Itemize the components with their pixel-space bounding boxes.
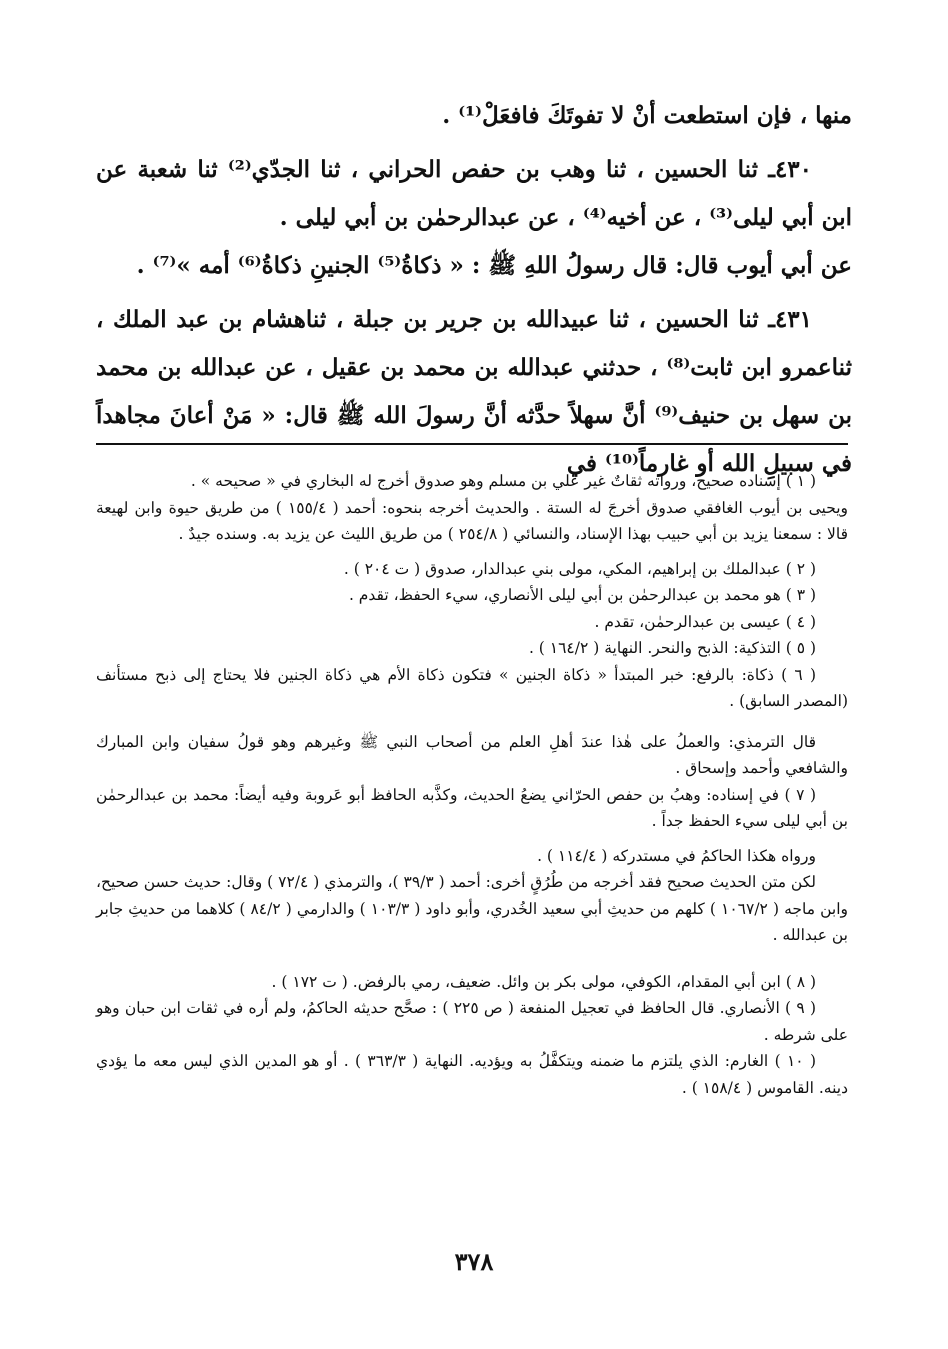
footnote-9: ( ٩ ) الأنصاري. قال الحافظ في تعجيل المنفعة ( ص ٢٢٥ ) : صحَّح حديثه الحاكمُ، ولم أره في ثقات ابن حبان وهو على شرطه . xyxy=(96,999,848,1044)
hadith-430-isnad: ٤٣٠ـ ثنا الحسين ، ثنا وهب بن حفص الحراني ، ثنا الجدّي⁽²⁾ ثنا شعبة عن ابن أبي ليلى⁽³⁾ ، عن أخيه⁽⁴⁾ ، عن عبدالرحمٰن بن أبي ليلى . xyxy=(96,156,852,231)
hadith-430-matn: عن أبي أيوب قال: قال رسولُ اللهِ ﷺ : « ذكاةُ⁽⁵⁾ الجنينِ ذكاةُ⁽⁶⁾ أمه »⁽⁷⁾ . xyxy=(136,252,852,279)
footnote-6: ( ٦ ) ذكاة: بالرفع: خبر المبتدأ « ذكاة الجنين » فتكون ذكاة الأم هي ذكاة الجنين فلا يحتاج إلى ذبح مستأنف (المصدر السابق) . xyxy=(96,665,848,710)
footnote-1: ( ١ ) إسناده صحيح، ورواته ثقاتٌ غير علي بن مسلم وهو صدوق أخرج له البخاري في « صحيحه » . xyxy=(190,472,816,490)
footnote-8: ( ٨ ) ابن أبي المقدام، الكوفي، مولى بكر بن وائل. ضعيف، رمي بالرفض. ( ت ١٧٢ ) . xyxy=(271,972,816,991)
footnote-5: ( ٥ ) التذكية: الذبح والنحر. النهاية ( ١٦٤/٢ ) . xyxy=(528,639,816,657)
footnote-3: ( ٣ ) هو محمد بن عبدالرحمٰن بن أبي ليلى الأنصاري، سيء الحفظ، تقدم . xyxy=(348,586,816,604)
footnote-separator-rule xyxy=(96,443,848,445)
footnote-7: ( ٧ ) في إسناده: وهبُ بن حفص الحرّاني يضعُ الحديث، وكذَّبه الحافظ أبو عَروبة وفيه أيضاً: محمد بن عبدالرحمٰن بن أبي ليلى سيء الحفظ جداً . xyxy=(96,785,848,830)
footnote-10: ( ١٠ ) الغارم: الذي يلتزم ما ضمنه ويتكفَّلُ به ويؤديه. النهاية ( ٣٦٣/٣ ) . أو هو المدين الذي ليس معه ما يؤدي دينه. القاموس ( ١٥٨/٤ ) . xyxy=(96,1052,848,1097)
footnote-7-hakim: ورواه هكذا الحاكمُ في مستدركه ( ١١٤/٤ ) . xyxy=(537,846,816,865)
footnote-2: ( ٢ ) عبدالملك بن إبراهيم، المكي، مولى بني عبدالدار، صدوق ( ت ٢٠٤ ) . xyxy=(343,559,816,578)
footnote-6-tirmidhi: قال الترمذي: والعملُ على هٰذا عندَ أهلِ العلم من أصحاب النبي ﷺ وغيرهم وهو قولُ سفيان وابن المبارك والشافعي وأحمد وإسحاق . xyxy=(96,732,848,777)
main-text xyxy=(96,92,852,488)
page-number: ٣٧٨ xyxy=(454,1247,494,1276)
footnote-4: ( ٤ ) عيسى بن عبدالرحمٰن، تقدم . xyxy=(594,612,816,631)
hadith-431: ٤٣١ـ ثنا الحسين ، ثنا عبيدالله بن جرير بن جبلة ، ثناهشام بن عبد الملك ، ثناعمرو ابن ثابت⁽⁸⁾ ، حدثني عبدالله بن محمد بن عقيل ، عن عبدالله بن محمد بن سهل بن حنيف⁽⁹⁾ أنَّ سهلاً حدَّثه أنَّ رسولَ الله ﷺ قال: « مَنْ أعانَ مجاهداً في سبيلِ الله أو غارماً⁽¹⁰⁾ في xyxy=(96,306,853,477)
main-text-line-1: منها ، فإن استطعت أنْ لا تفوتَكَ فافعَلْ⁽¹⁾ . xyxy=(442,102,852,129)
footnote-7-more: لكن متن الحديث صحيح فقد أخرجه من طُرُقٍ أخرى: أحمد ( ٣٩/٣ )، والترمذي ( ٧٢/٤ ) وقال: حديث حسن صحيح، وابن ماجه ( ١٠٦٧/٢ ) كلهم من حديثِ أبي سعيد الخُدري، وأبو داود ( ١٠٣/٣ ) والدارمي ( ٨٤/٢ ) كلاهما من حديثِ جابر بن عبدالله . xyxy=(96,873,848,944)
footnote-1-continued: ويحيى بن أيوب الغافقي صدوق أخرجَ له الستة . والحديث أخرجه بنحوه: أحمد ( ١٥٥/٤ ) من طريق حيوة وابن لهيعة قالا : سمعنا يزيد بن أبي حبيب بهذا الإسناد، والنسائي ( ٢٥٤/٨ ) من طريق الليث عن يزيد به. وسنده جيدٌ . xyxy=(96,498,848,543)
footnotes xyxy=(96,468,848,1101)
